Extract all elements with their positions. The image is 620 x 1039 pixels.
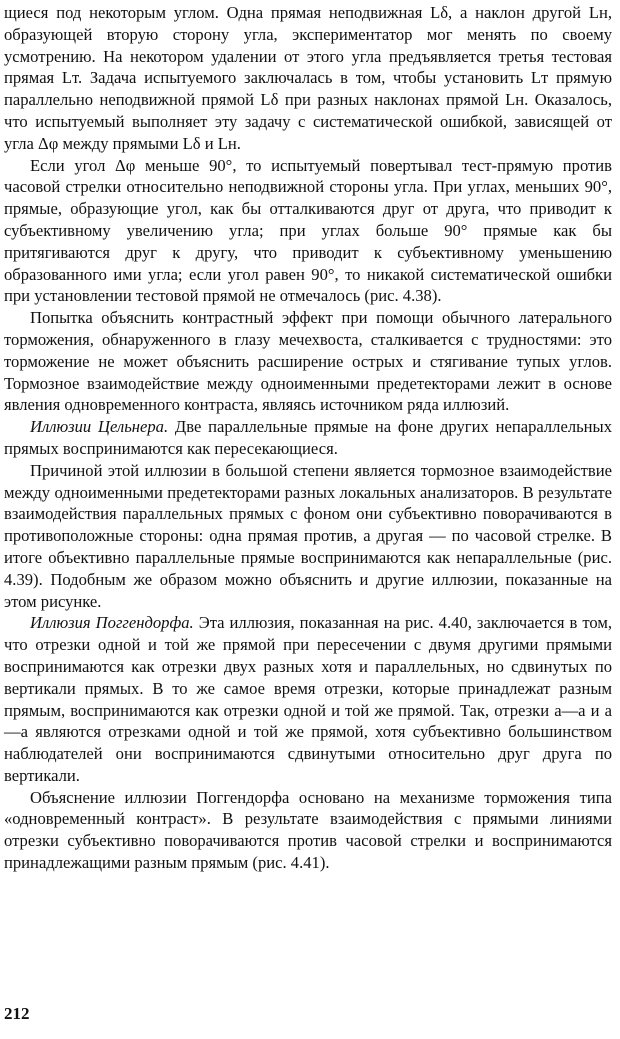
section-lead-zollner: Иллюзии Цельнера.: [30, 417, 169, 437]
paragraph-1: щиеся под некоторым углом. Одна прямая неподвижная Lδ, а наклон другой Lн, образующей вторую сторону угла, экспериментатор мог менять по своему усмотрению. На некотором удалении от этого угла предъявляется третья тестовая прямая Lт. Задача испытуемого заключалась в том, чтобы установить Lт прямую параллельно неподвижной прямой Lδ при разных наклонах прямой Lн. Оказалось, что испытуемый выполняет эту задачу с систематической ошибкой, зависящей от угла Δφ между прямыми Lδ и Lн.: [4, 3, 612, 153]
section-lead-poggendorff: Иллюзия Поггендорфа.: [30, 613, 194, 633]
paragraph-4-text: Две параллельные прямые на фоне других непараллельных прямых воспринимаются как пересекающиеся.: [4, 417, 613, 458]
paragraph-2: Если угол Δφ меньше 90°, то испытуемый повертывал тест-прямую против часовой стрелки относительно неподвижной стороны угла. При углах, меньших 90°, прямые, образующие угол, как бы отталкиваются друг от друга, что приводит к субъективному увеличению угла; при углах больше 90° прямые как бы притягиваются друг к другу, что приводит к субъективному уменьшению образованного ими угла; если угол равен 90°, то никакой систематической ошибки при установлении тестовой прямой не отмечалось (рис. 4.38).: [4, 155, 612, 306]
paragraph-6: [4, 612, 612, 786]
paragraph-6-text: Эта иллюзия, показанная на рис. 4.40, заключается в том, что отрезки одной и той же прямой при пересечении с двумя другими прямыми воспринимаются как отрезки двух разных хотя и параллельных, но сдвинутых по вертикали прямых. В то же самое время отрезки, которые принадлежат разным прямым, воспринимаются как отрезки одной и той же прямой. Так, отрезки a—a и a—a являются отрезками одной и той же прямой, хотя субъективно большинством наблюдателей они воспринимаются сдвинутыми относительно друг друга по вертикали.: [4, 613, 613, 785]
page-number: 212: [4, 1004, 30, 1023]
paragraph-5: Причиной этой иллюзии в большой степени является тормозное взаимодействие между одноименными предетекторами разных локальных анализаторов. В результате взаимодействия параллельных прямых с фоном они субъективно поворачиваются в противоположные стороны: одна прямая против, а другая — по часовой стрелке. В итоге объективно параллельные прямые воспринимаются как непараллельные (рис. 4.39). Подобным же образом можно объяснить и другие иллюзии, показанные на этом рисунке.: [4, 460, 612, 611]
paragraph-4: [4, 416, 612, 460]
paragraph-3: Попытка объяснить контрастный эффект при помощи обычного латерального торможения, обнаруженного в глазу мечехвоста, сталкивается с трудностями: это торможение не может объяснить расширение острых и стягивание тупых углов. Тормозное взаимодействие между одноименными предетекторами лежит в основе явления одновременного контраста, являясь источником ряда иллюзий.: [4, 308, 612, 415]
paragraph-7: Объяснение иллюзии Поггендорфа основано на механизме торможения типа «одновременный контраст». В результате взаимодействия с прямыми линиями отрезки субъективно поворачиваются против часовой стрелки и воспринимаются принадлежащими разным прямым (рис. 4.41).: [4, 787, 612, 873]
